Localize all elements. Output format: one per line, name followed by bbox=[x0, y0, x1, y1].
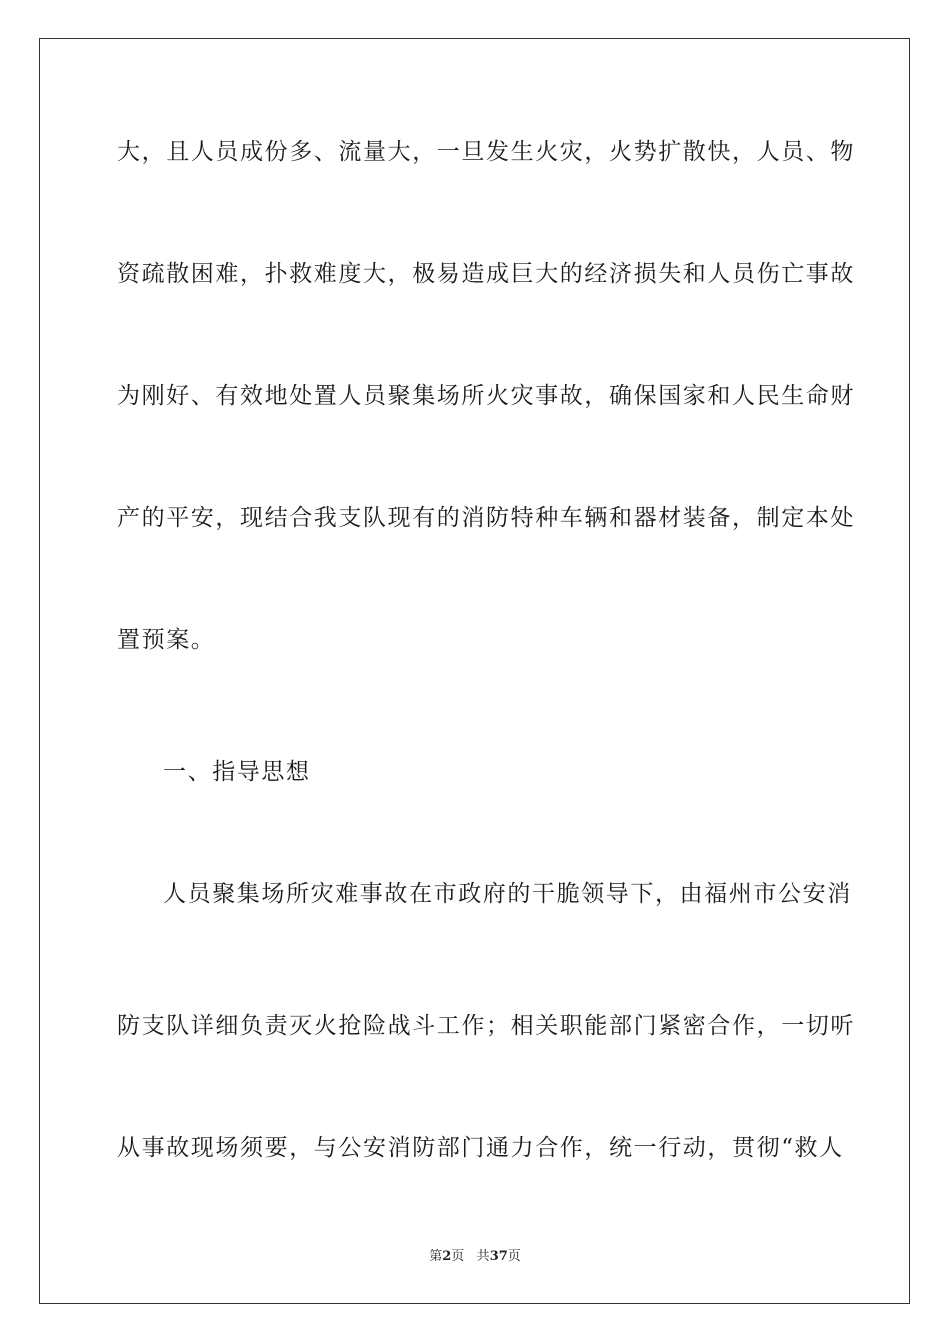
footer-total-pages: 37 bbox=[489, 1249, 508, 1264]
body-line-2: 资疏散困难，扑救难度大，极易造成巨大的经济损失和人员伤亡事故 bbox=[117, 261, 855, 287]
footer-total-suffix: 页 bbox=[507, 1249, 521, 1264]
body-line-3: 为刚好、有效地处置人员聚集场所火灾事故，确保国家和人民生命财 bbox=[117, 383, 855, 409]
body-line-7: 人员聚集场所灾难事故在市政府的干脆领导下，由福州市公安消 bbox=[163, 881, 852, 907]
body-line-8: 防支队详细负责灭火抢险战斗工作；相关职能部门紧密合作，一切听 bbox=[117, 1013, 855, 1039]
section-heading: 一、指导思想 bbox=[163, 759, 311, 785]
page-border bbox=[39, 38, 910, 1304]
body-line-9: 从事故现场须要，与公安消防部门通力合作，统一行动，贯彻“救人 bbox=[117, 1135, 844, 1161]
body-line-1: 大，且人员成份多、流量大，一旦发生火灾，火势扩散快，人员、物 bbox=[117, 139, 855, 165]
page-footer bbox=[0, 1249, 950, 1265]
body-line-4: 产的平安，现结合我支队现有的消防特种车辆和器材装备，制定本处 bbox=[117, 505, 855, 531]
footer-total-prefix: 共 bbox=[476, 1249, 490, 1264]
footer-page-suffix: 页 bbox=[451, 1249, 465, 1264]
footer-page-number: 2 bbox=[442, 1249, 452, 1264]
footer-page-prefix: 第 bbox=[429, 1249, 443, 1264]
body-line-5: 置预案。 bbox=[117, 627, 216, 653]
